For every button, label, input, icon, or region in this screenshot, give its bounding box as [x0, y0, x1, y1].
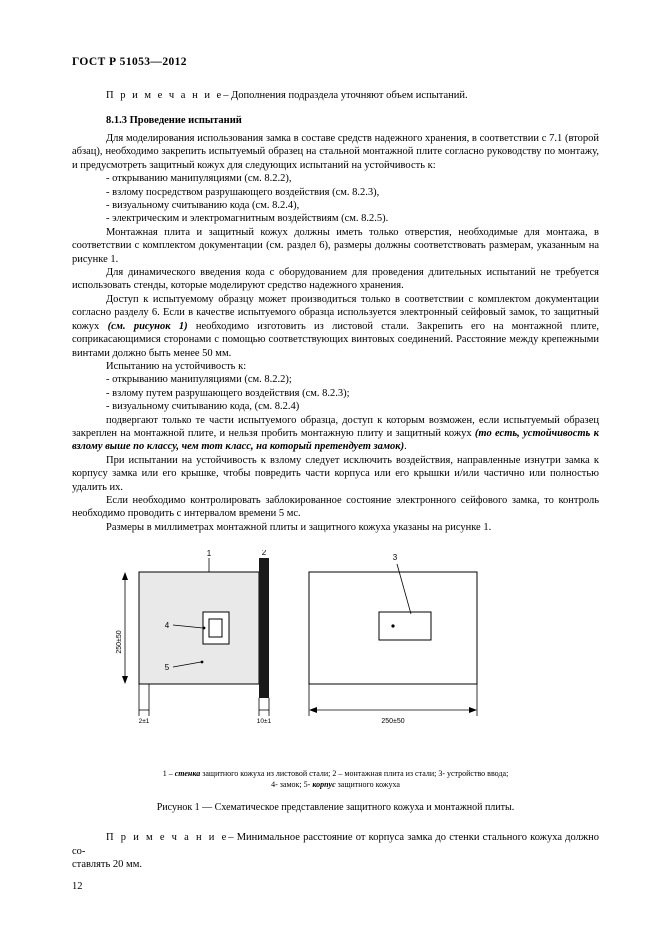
- paragraph-9: Размеры в миллиметрах монтажной плиты и защитного кожуха указаны на рисунке 1.: [106, 521, 492, 533]
- paragraph-1: Для моделирования использования замка в составе средств надежного хранения, в соответствии с 7.1 (второй абзац), необходимо закрепить испытуемый образец на стальной монтажной плите согласно руководству по монтажу, и предусмотреть защитный кожух для следующих испытаний на устойчивость к:: [72, 133, 599, 171]
- svg-text:250±50: 250±50: [380, 718, 405, 726]
- paragraph-5: Испытанию на устойчивость к:: [106, 360, 247, 372]
- svg-text:3: 3: [392, 553, 397, 563]
- paragraph-6-part-a: подвергают только те части испытуемого образца, доступ к которым возможен, если испытуемый образец закреплен на монтажной плите, и нельзя пробить монтажную плиту и защитный кожух: [72, 414, 599, 439]
- svg-text:1: 1: [206, 550, 211, 559]
- figure-title: Рисунок 1 — Схематическое представление защитного кожуха и монтажной плиты.: [156, 802, 515, 814]
- svg-text:250±50: 250±50: [115, 630, 123, 654]
- figure-legend: [72, 768, 599, 790]
- list-item: - открыванию манипуляциями (см. 8.2.2);: [106, 374, 292, 386]
- note-top-label: П р и м е ч а н и е: [106, 90, 224, 101]
- paragraph-8: Если необходимо контролировать заблокированное состояние электронного сейфового замка, то контроль необходимо проводить с интервалом времени 5 мс.: [72, 494, 599, 520]
- svg-text:2: 2: [261, 550, 266, 558]
- paragraph-4-part-b: необходимо изготовить из листовой стали. Закрепить его на монтажной плите, соприкасающимися сторонами с помощью соответствующих винтовых соединений. Расстояние между крепежными винтами должно быть менее 50 мм.: [72, 320, 599, 359]
- paragraph-3: Для динамического введения кода с оборудованием для проведения длительных испытаний не требуется использовать стенды, которые моделируют средство надежного хранения.: [72, 267, 599, 292]
- note-bottom-text2: ставлять 20 мм.: [72, 859, 142, 870]
- page-title: ГОСТ Р 51053—2012: [72, 56, 187, 68]
- list-item: - визуальному считыванию кода (см. 8.2.4),: [106, 200, 300, 212]
- list-2: [72, 373, 599, 413]
- svg-text:2±1: 2±1: [138, 718, 149, 726]
- paragraph-6: [72, 414, 599, 454]
- section-heading: 8.1.3 Проведение испытаний: [106, 115, 242, 126]
- list-item: - взлому посредством разрушающего воздействия (см. 8.2.3),: [106, 186, 380, 198]
- list-item: - электрическим и электромагнитным воздействиям (см. 8.2.5).: [106, 213, 389, 225]
- note-top-text: – Дополнения подраздела уточняют объем испытаний.: [223, 90, 468, 101]
- legend-part-1b: защитного кожуха из листовой стали; 2 – монтажная плита из стали; 3- устройство ввода;: [200, 769, 509, 779]
- note-top: [106, 90, 599, 101]
- figure-1-drawing: [101, 550, 571, 750]
- paragraph-4-figure-ref: (см. рисунок 1): [107, 320, 188, 332]
- paragraph-7: При испытании на устойчивость к взлому следует исключить воздействия, направленные изнутри замка к корпусу замка или его крышке, чтобы повредить части корпуса или его крышки и/или частично или полностью удалить их.: [72, 454, 599, 493]
- paragraph-4-part-a: Доступ к испытуемому образцу может производиться только в соответствии с комплектом документации согласно разделу 6. Если в качестве испытуемого образца используется электронный сейфовый замок, то защитный кожух: [72, 293, 599, 332]
- paragraph-2: Монтажная плита и защитный кожух должны иметь только отверстия, необходимые для монтажа, в соответствии с комплектом документации (см. раздел 6), размеры должны соответствовать размерам, указанным на рисунке 1.: [72, 226, 599, 265]
- legend-part-1a: 1 –: [162, 769, 175, 779]
- list-item: - визуальному считыванию кода, (см. 8.2.4): [106, 401, 300, 413]
- svg-text:4: 4: [164, 621, 169, 631]
- legend-part-2a: 4- замок; 5-: [271, 780, 313, 790]
- svg-text:5: 5: [164, 663, 169, 673]
- list-1: [72, 172, 599, 226]
- paragraph-4: [72, 293, 599, 360]
- note-bottom-text: – Минимальное расстояние от корпуса замка до стенки стального кожуха должно со-: [72, 832, 599, 857]
- figure-1: [72, 550, 599, 760]
- legend-emphasis-1: стенка: [174, 769, 201, 779]
- legend-part-2b: защитного кожуха: [335, 780, 400, 790]
- paragraph-6-part-b: .: [404, 441, 407, 453]
- page-number: 12: [72, 881, 83, 892]
- legend-emphasis-2: корпус: [312, 780, 336, 790]
- list-item: - открыванию манипуляциями (см. 8.2.2),: [106, 173, 292, 185]
- svg-text:10±1: 10±1: [256, 718, 271, 726]
- note-bottom-label: П р и м е ч а н и е: [106, 832, 229, 844]
- paragraph-6-emphasis: (то есть, устойчивость к взлому выше по классу, чем тот класс, на который претендует замок): [72, 427, 600, 453]
- list-item: - взлому путем разрушающего воздействия (см. 8.2.3);: [106, 387, 350, 399]
- note-bottom: [72, 831, 599, 871]
